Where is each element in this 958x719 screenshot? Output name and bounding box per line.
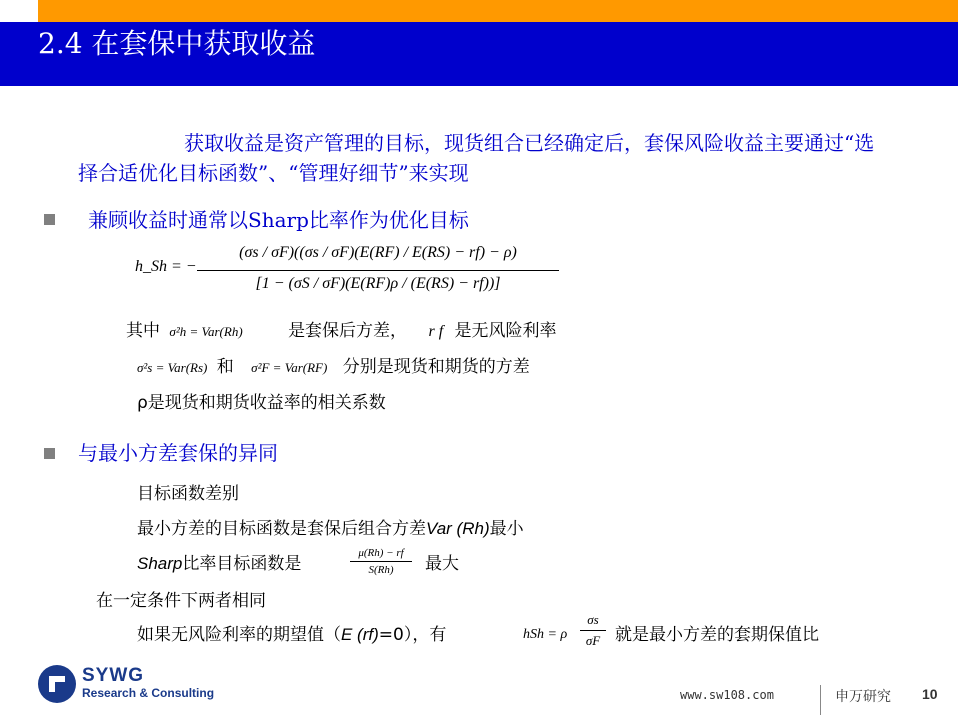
rf-text: 是无风险利率 [454,321,557,341]
page-number: 10 [922,686,938,702]
sharp-obj-text: 比率目标函数是 [182,554,302,574]
min-var-hedge-ratio-text: 就是最小方差的套期保值比 [615,625,819,645]
sub-objective-diff: 目标函数差别 [137,484,239,504]
rho-line: ρ是现货和期货收益率的相关系数 [137,393,386,413]
intro-paragraph: 获取收益是资产管理的目标，现货组合已经确定后，套保风险收益主要通过“选择合适优化目标函数”、“管理好细节”来实现 [78,131,875,185]
slide-title: 2.4 在套保中获取收益 [38,27,316,60]
and-text: 和 [216,357,234,377]
logo-name: SYWG [82,665,145,686]
footer-brand: 申万研究 [835,689,891,705]
var-h-prefix: 其中 [126,321,160,341]
sharp-hedge-formula [135,240,565,300]
bullet-square-icon [44,214,55,225]
var-sf-line [137,356,530,379]
sub-condition-same: 在一定条件下两者相同 [96,591,266,611]
sywg-logo-icon [38,665,76,703]
sub-riskfree-line [137,624,446,646]
sharp-frac-num: μ(Rh) − rf [358,547,404,559]
hsh-rho-math: hSh = ρ [523,627,568,642]
riskfree-text-a: 如果无风险利率的期望值（ [137,625,341,645]
max-text: 最大 [425,554,459,574]
formula-fraction-line [197,270,559,271]
formula-lhs: h_Sh = − [135,258,197,275]
hedge-ratio-fraction [580,612,606,649]
min-var-text: 最小方差的目标函数是套保后组合方差 [137,519,426,539]
var-rh-math: Var (Rh) [426,519,490,538]
var-sf-text: 分别是现货和期货的方差 [342,357,530,377]
sharp-word: Sharp [137,554,183,573]
bullet-sharp-ratio: 兼顾收益时通常以Sharp比率作为优化目标 [88,208,469,232]
sharp-frac-line [350,561,412,562]
hedge-frac-den: σF [585,633,601,648]
hedge-frac-num: σs [587,612,599,627]
sharp-fraction [350,547,412,576]
logo-mark-bar [55,682,71,692]
var-f-math: σ²F = Var(RF) [251,360,328,375]
footer-divider [820,685,821,715]
bullet-square-icon [44,448,55,459]
hedge-frac-line [580,630,606,631]
sub-sharp-line [137,553,301,575]
riskfree-text-c: =0），有 [378,625,447,645]
footer-url: www.sw108.com [680,688,774,702]
rf-math: r f [428,323,444,340]
var-s-math: σ²s = Var(Rs) [137,360,208,375]
var-h-line [126,320,557,343]
formula-numerator: (σs / σF)((σs / σF)(E(RF) / E(RS) − rf) − ρ) [239,244,517,261]
e-rf-math: E (rf) [341,625,379,644]
sub-min-variance-line [137,518,524,540]
min-text: 最小 [489,519,524,539]
var-h-math: σ²h = Var(Rh) [169,324,243,339]
top-accent-bar [38,0,958,22]
logo-subtitle: Research & Consulting [82,686,215,700]
var-h-text: 是套保后方差， [288,321,408,341]
formula-denominator: [1 − (σS / σF)(E(RF)ρ / (E(RS) − rf))] [255,275,501,292]
bullet-compare: 与最小方差套保的异同 [78,441,278,465]
sharp-frac-den: S(Rh) [368,564,394,576]
